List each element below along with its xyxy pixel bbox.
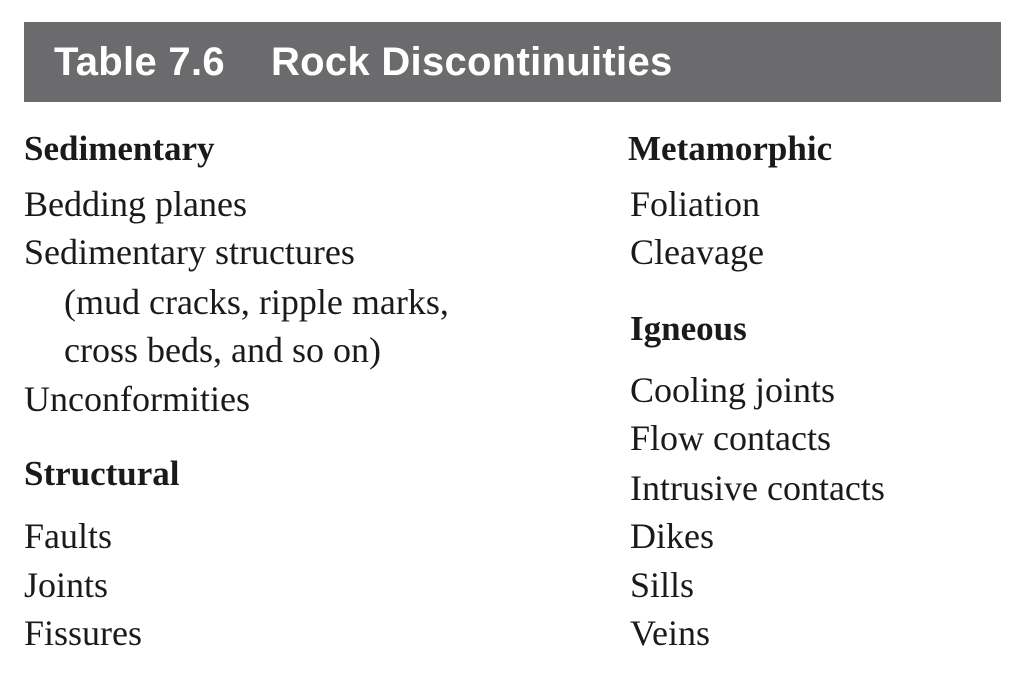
list-item: Veins xyxy=(630,613,710,653)
list-item: Intrusive contacts xyxy=(630,468,885,508)
list-item: Faults xyxy=(24,516,113,556)
list-item: Flow contacts xyxy=(630,418,831,458)
table-number: Table 7.6 xyxy=(54,39,225,84)
list-item: cross beds, and so on) xyxy=(64,330,381,370)
list-item: (mud cracks, ripple marks, xyxy=(64,282,449,322)
list-item: Cleavage xyxy=(630,232,764,272)
list-item: Sills xyxy=(630,565,695,605)
list-item: Fissures xyxy=(24,613,143,653)
list-item: Bedding planes xyxy=(24,184,247,224)
heading-metamorphic: Metamorphic xyxy=(628,129,833,168)
heading-sedimentary: Sedimentary xyxy=(24,129,215,168)
list-item: Unconformities xyxy=(24,379,250,419)
list-item: Joints xyxy=(24,565,109,605)
heading-igneous: Igneous xyxy=(630,309,747,348)
list-item: Cooling joints xyxy=(630,370,836,410)
list-item: Foliation xyxy=(630,184,761,224)
heading-structural: Structural xyxy=(24,454,180,493)
list-item: Sedimentary structures xyxy=(24,232,355,272)
table-title: Rock Discontinuities xyxy=(270,39,673,84)
table-title-bar xyxy=(24,22,1001,102)
list-item: Dikes xyxy=(630,516,714,556)
